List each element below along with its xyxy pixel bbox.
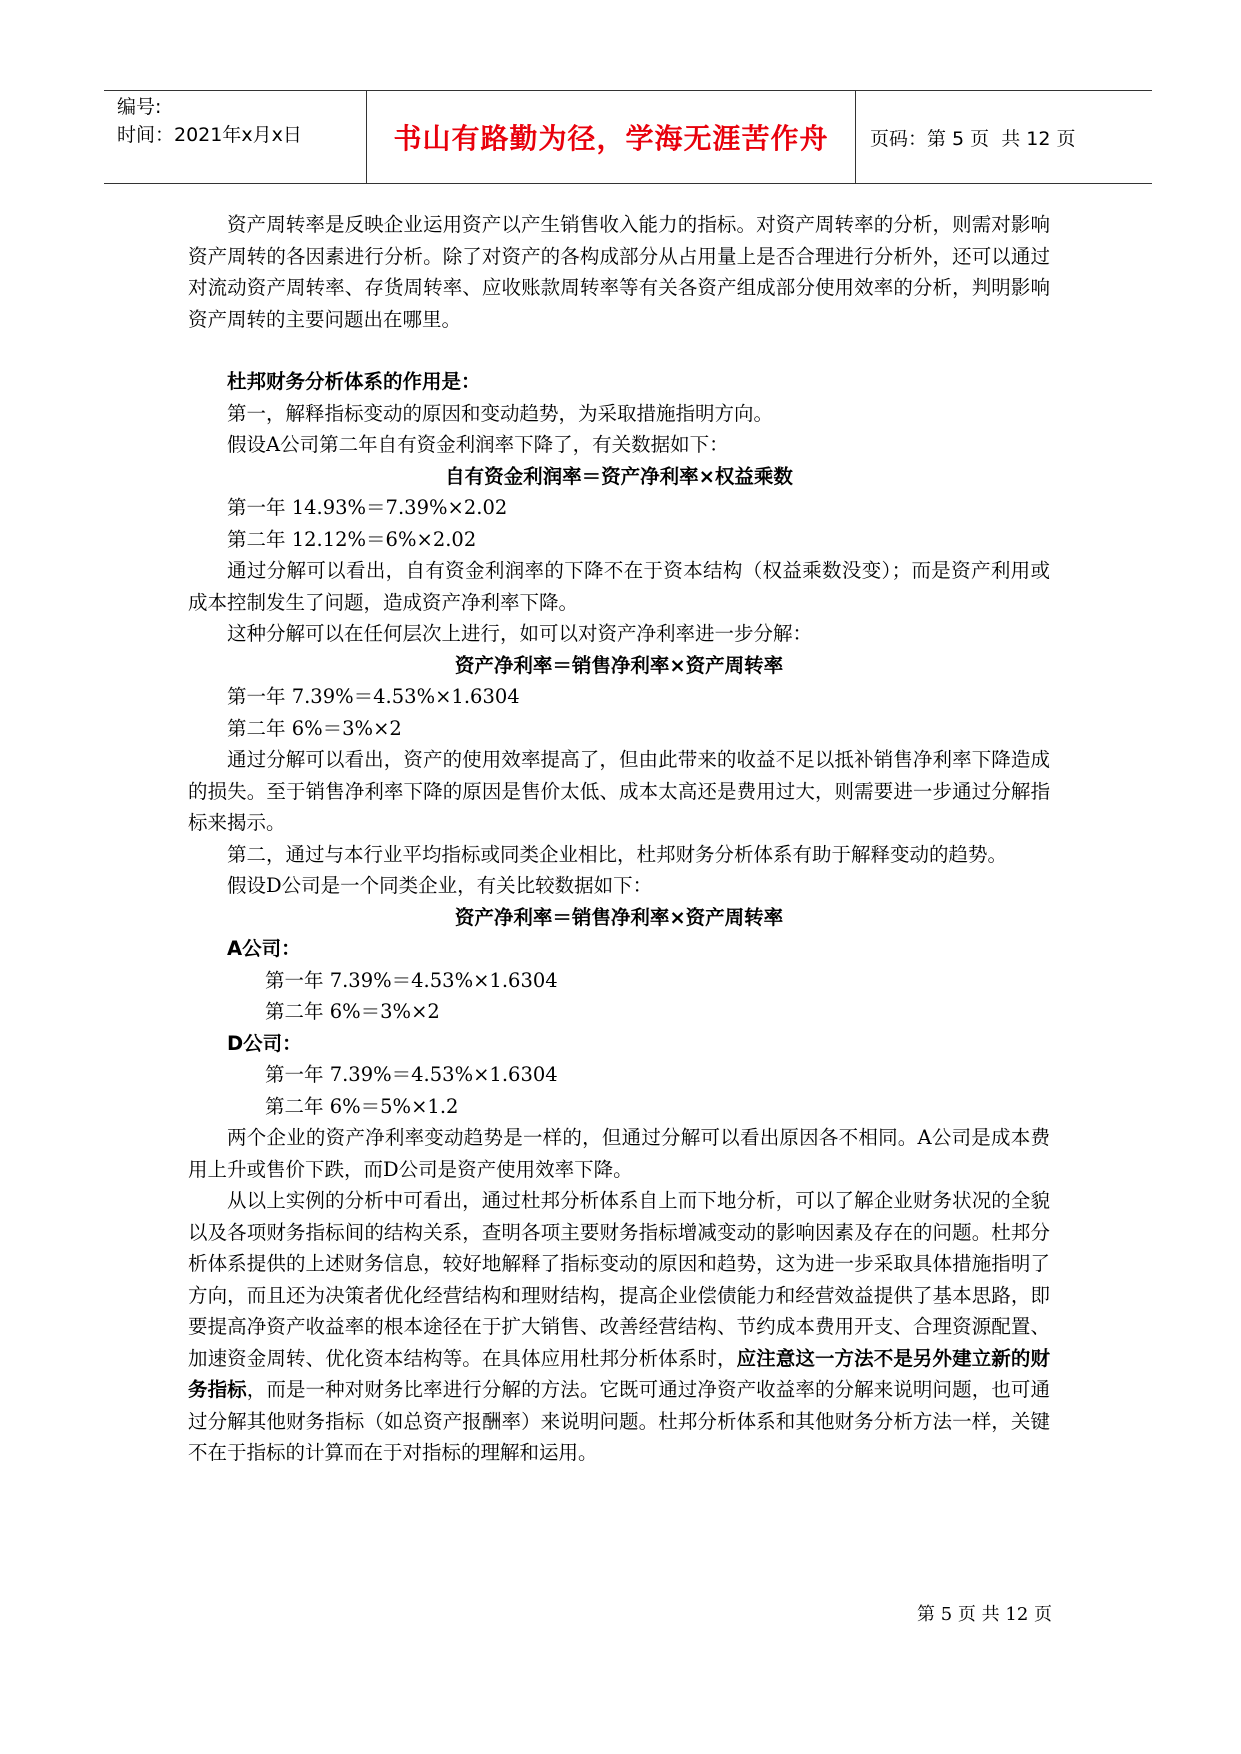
formula-equity-return: 自有资金利润率＝资产净利率×权益乘数 xyxy=(445,464,793,488)
paragraph-decomposition-result: 通过分解可以看出，自有资金利润率的下降不在于资本结构（权益乘数没变）；而是资产利用或成本控制发生了问题，造成资产净利率下降。 xyxy=(188,559,1050,614)
company-d-year1: 第一年 7.39%＝4.53%×1.6304 xyxy=(265,1063,558,1086)
paragraph-company-a-assumption: 假设A公司第二年自有资金利润率下降了，有关数据如下： xyxy=(227,433,729,456)
page-header xyxy=(104,90,1152,184)
document-body xyxy=(188,209,1050,1469)
header-meta xyxy=(104,91,367,183)
formula2-year1: 第一年 7.39%＝4.53%×1.6304 xyxy=(227,685,520,708)
formula-asset-net-profit: 资产净利率＝销售净利率×资产周转率 xyxy=(454,653,784,677)
summary-text-part2: ，而是一种对财务比率进行分解的方法。它既可通过净资产收益率的分解来说明问题，也可通过分解其他财务指标（如总资产报酬率）来说明问题。杜邦分析体系和其他财务分析方法一样，关键不在于指标的计算而在于对指标的理解和运用。 xyxy=(188,1378,1050,1464)
paragraph-second-role: 第二，通过与本行业平均指标或同类企业相比，杜邦财务分析体系有助于解释变动的趋势。 xyxy=(227,842,1008,866)
formula1-year2: 第二年 12.12%＝6%×2.02 xyxy=(227,527,477,551)
header-time-label: 时间：2021年x月x日 xyxy=(117,124,302,146)
company-a-year2: 第二年 6%＝3%×2 xyxy=(265,1000,440,1023)
formula2-year2: 第二年 6%＝3%×2 xyxy=(227,716,402,740)
paragraph-further-decomposition: 这种分解可以在任何层次上进行，如可以对资产净利率进一步分解： xyxy=(227,622,813,645)
header-page-info: 页码：第 5 页 共 12 页 xyxy=(870,127,1076,150)
paragraph-summary xyxy=(188,1185,1050,1469)
header-motto: 书山有路勤为径，学海无涯苦作舟 xyxy=(367,91,856,183)
summary-text-part1: 从以上实例的分析中可看出，通过杜邦分析体系自上而下地分析，可以了解企业财务状况的全貌以及各项财务指标间的结构关系，查明各项主要财务指标增减变动的影响因素及存在的问题。杜邦分析体系提供的上述财务信息，较好地解释了指标变动的原因和趋势，这为进一步采取具体措施指明了方向，而且还为决策者优化经营结构和理财结构，提高企业偿债能力和经营效益提供了基本思路，即要提高净资产收益率的根本途径在于扩大销售、改善经营结构、节约成本费用开支、合理资源配置、加速资金周转、优化资本结构等。在具体应用杜邦分析体系时， xyxy=(188,1189,1050,1370)
summary-bold-note: 应注意这一方法不是另外建立新的财务指标 xyxy=(188,1346,1050,1401)
paragraph-company-d-assumption: 假设D公司是一个同类企业，有关比较数据如下： xyxy=(227,874,653,897)
paragraph-comparison-conclusion: 两个企业的资产净利率变动趋势是一样的，但通过分解可以看出原因各不相同。A公司是成本费用上升或售价下跌，而D公司是资产使用效率下降。 xyxy=(188,1126,1050,1181)
formula-asset-net-profit-comparison: 资产净利率＝销售净利率×资产周转率 xyxy=(454,905,784,929)
paragraph-first-role: 第一，解释指标变动的原因和变动趋势，为采取措施指明方向。 xyxy=(227,401,774,425)
dupont-heading: 杜邦财务分析体系的作用是： xyxy=(227,370,481,393)
formula1-year1: 第一年 14.93%＝7.39%×2.02 xyxy=(227,496,508,519)
company-a-label: A公司： xyxy=(227,937,301,960)
paragraph-efficiency-analysis: 通过分解可以看出，资产的使用效率提高了，但由此带来的收益不足以抵补销售净利率下降造成的损失。至于销售净利率下降的原因是售价太低、成本太高还是费用过大，则需要进一步通过分解指标来揭示。 xyxy=(188,748,1050,834)
page-footer: 第 5 页 共 12 页 xyxy=(917,1604,1052,1625)
company-d-year2: 第二年 6%＝5%×1.2 xyxy=(265,1094,459,1118)
header-number-label: 编号: xyxy=(117,96,162,118)
company-a-year1: 第一年 7.39%＝4.53%×1.6304 xyxy=(265,968,558,992)
company-d-label: D公司： xyxy=(227,1031,302,1055)
paragraph-asset-turnover: 资产周转率是反映企业运用资产以产生销售收入能力的指标。对资产周转率的分析，则需对影响资产周转的各因素进行分析。除了对资产的各构成部分从占用量上是否合理进行分析外，还可以通过对流动资产周转率、存货周转率、应收账款周转率等有关各资产组成部分使用效率的分析，判明影响资产周转的主要问题出在哪里。 xyxy=(188,213,1050,331)
